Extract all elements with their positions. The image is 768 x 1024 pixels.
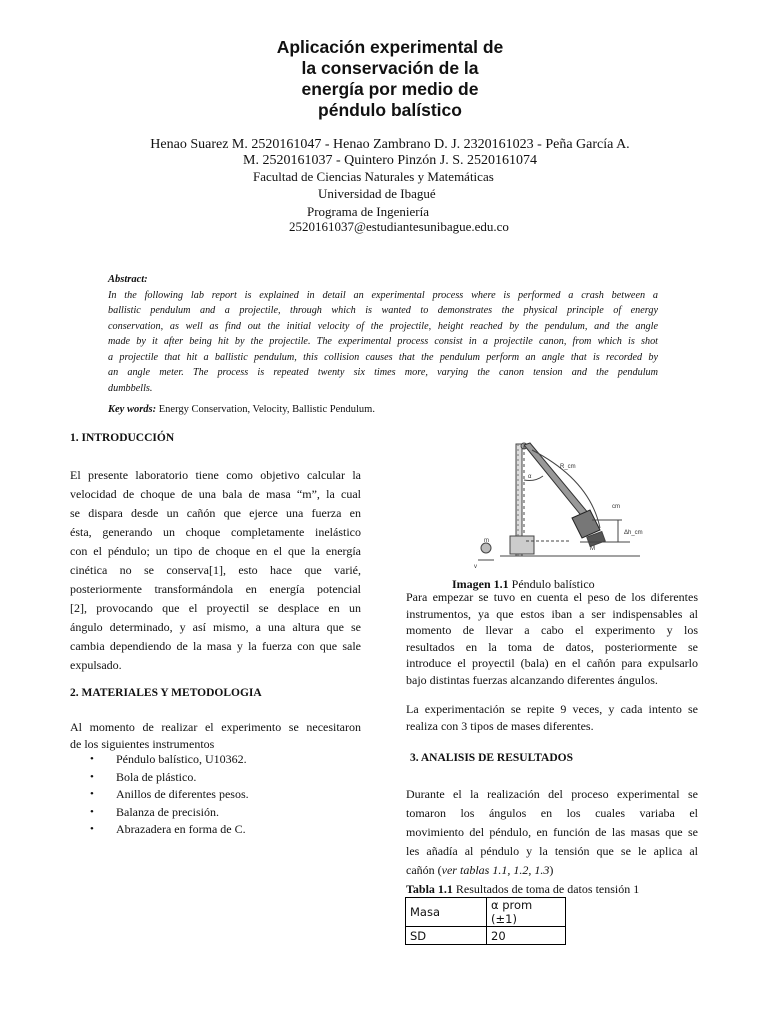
abstract-line: a projectile that hit a ballistic pendulum, this collision causes that the pendulum perform an angle that is recorded by (108, 351, 658, 363)
table-caption (406, 882, 639, 897)
paragraph-line: momento de llevar a cabo el experimento y los (406, 623, 698, 637)
paragraph-line: Al momento de realizar el experimento se necesitaron (70, 720, 361, 734)
paragraph-line: se dispara desde un cañón que ejerce una fuerza en (70, 506, 361, 520)
launcher-base (510, 536, 534, 554)
paragraph-line: movimiento del péndulo, en función de las masas que se (406, 825, 698, 839)
abstract-line: In the following lab report is explained in detail an experimental process where is performed a crash between a (108, 289, 658, 301)
paragraph-line: bajo distintas fuerzas alcanzando diferentes ángulos. (406, 672, 658, 687)
repetition-paragraph (406, 701, 698, 734)
paragraph-line: Para empezar se tuvo en cuenta el peso de los diferentes (406, 590, 698, 604)
paragraph-line: introduce el proyectil (bala) en el cañón para expulsarlo (406, 656, 698, 670)
paragraph-line: [2], provocando que el proyectil se desplace en un (70, 601, 361, 615)
abstract-line: ballistic pendulum and a projectile, through which is wanted to demonstrates the physical principle of energy (108, 305, 658, 316)
author-line: Henao Suarez M. 2520161047 - Henao Zambrano D. J. 2320161023 - Peña García A. (150, 137, 630, 152)
title-line: energía por medio de (301, 79, 479, 99)
paragraph-line: posteriormente transformándola en energía potencial (70, 582, 361, 596)
title-line: péndulo balístico (318, 100, 462, 120)
abstract-line: conservation, as well as find out the initial velocity of the projectile, height reached by the pendulum, and the angle (108, 320, 658, 332)
paragraph-line: La experimentación se repite 9 veces, y cada intento se (406, 702, 698, 716)
ballistic-pendulum-figure (440, 440, 680, 570)
label-M: M (590, 546, 595, 552)
list-item: • Anillos de diferentes pesos. (90, 786, 249, 804)
table-header-row (406, 898, 566, 927)
paragraph-line: con el péndulo; un tipo de choque en el que la energía (70, 544, 361, 558)
paragraph-line: cinética no se conserva[1], esto hace que varié, (70, 563, 361, 577)
paragraph-line: Durante el la realización del proceso experimental se (406, 787, 698, 801)
author-line: M. 2520161037 - Quintero Pinzón J. S. 2520161074 (243, 153, 537, 168)
materials-list (90, 751, 249, 839)
materials-intro (70, 719, 361, 752)
table-caption-text: Resultados de toma de datos tensión 1 (452, 882, 640, 896)
table-row (406, 927, 566, 945)
abstract-line: an angle meter. The process is repeated twenty six times more, varying the canon tension and the pendulum (108, 367, 658, 378)
line-text: cañón ( (406, 863, 442, 877)
paragraph-line: velocidad de choque de una bala de masa “m”, la cual (70, 487, 361, 501)
paragraph-line: El presente laboratorio tiene como objetivo calcular la (70, 468, 361, 482)
keywords-label: Key words: (108, 404, 157, 415)
paragraph-line: ángulo determinado, y así mismo, a una altura que se (70, 620, 361, 634)
analysis-paragraph (406, 785, 698, 880)
paragraph-line: ésta, generando un choque completamente inelástico (70, 525, 361, 539)
list-item: • Bola de plástico. (90, 769, 249, 787)
title-line: la conservación de la (301, 58, 479, 78)
abstract-line: dumbbells. (108, 382, 153, 394)
section-heading-materiales: 2. MATERIALES Y METODOLOGIA (70, 687, 262, 699)
section-heading-analisis: 3. ANALISIS DE RESULTADOS (410, 752, 573, 764)
section-heading-introduccion: 1. INTRODUCCIÓN (70, 432, 175, 444)
abstract-heading: Abstract: (108, 274, 148, 285)
author-list (110, 137, 670, 169)
paragraph-line (406, 861, 698, 880)
pendulum-arm (524, 443, 594, 524)
label-h: Δh_cm (624, 530, 643, 536)
faculty: Facultad de Ciencias Naturales y Matemáticas (253, 169, 494, 184)
table-header-cell: α prom (±1) (487, 898, 566, 927)
figure-caption-text: Péndulo balístico (508, 577, 595, 591)
list-item: • Balanza de precisión. (90, 804, 249, 822)
keywords-text: Energy Conservation, Velocity, Ballistic Pendulum. (156, 404, 375, 415)
list-item: • Abrazadera en forma de C. (90, 821, 249, 839)
paragraph-line: cambia dependiendo de la masa y la fuerza con que sale (70, 639, 361, 653)
paragraph-line: les añadía al péndulo y la tensión que se le aplica al (406, 844, 698, 858)
results-table (405, 897, 566, 945)
university: Universidad de Ibagué (318, 186, 436, 201)
paragraph-line: realiza con 3 tipos de mases diferentes. (406, 718, 594, 733)
program: Programa de Ingeniería (307, 204, 430, 219)
paragraph-line: expulsado. (70, 658, 122, 672)
line-text: ) (549, 863, 554, 877)
abstract-line: made by it after being hit by the projectile. The experimental process consist in a projectile canon, from which is shot (108, 336, 658, 347)
label-length: R_cm (560, 464, 576, 470)
paragraph-line: tomaron los ángulos en los cuales variaba el (406, 806, 698, 820)
label-cm: cm (612, 504, 620, 510)
paragraph-line: resultados en la toma de datos, posteriormente se (406, 639, 698, 654)
paragraph-line: de los siguientes instrumentos (70, 736, 215, 751)
table-cell: 20 (487, 927, 566, 945)
intro-paragraph (70, 466, 361, 675)
list-item: • Péndulo balístico, U10362. (90, 751, 249, 769)
table-reference: ver tablas 1.1, 1.2, 1.3 (441, 863, 550, 877)
method-paragraph (406, 589, 698, 688)
angle-arc (524, 476, 543, 481)
keywords (108, 404, 375, 415)
title-line: Aplicación experimental de (276, 37, 504, 57)
label-v: v (474, 564, 477, 570)
figure-caption-label: Imagen 1.1 (452, 577, 509, 591)
table-cell: SD (406, 927, 487, 945)
email: 2520161037@estudiantesunibague.edu.co (289, 219, 509, 234)
table-caption-label: Tabla 1.1 (406, 882, 453, 896)
paragraph-line: instrumentos, ya que estos iban a ser indispensables al (406, 606, 698, 621)
table-header-cell: Masa (406, 898, 487, 927)
projectile (481, 543, 491, 553)
paper-title (180, 37, 600, 121)
label-angle: α (528, 474, 532, 480)
abstract (108, 272, 658, 396)
label-m: m (484, 538, 489, 544)
